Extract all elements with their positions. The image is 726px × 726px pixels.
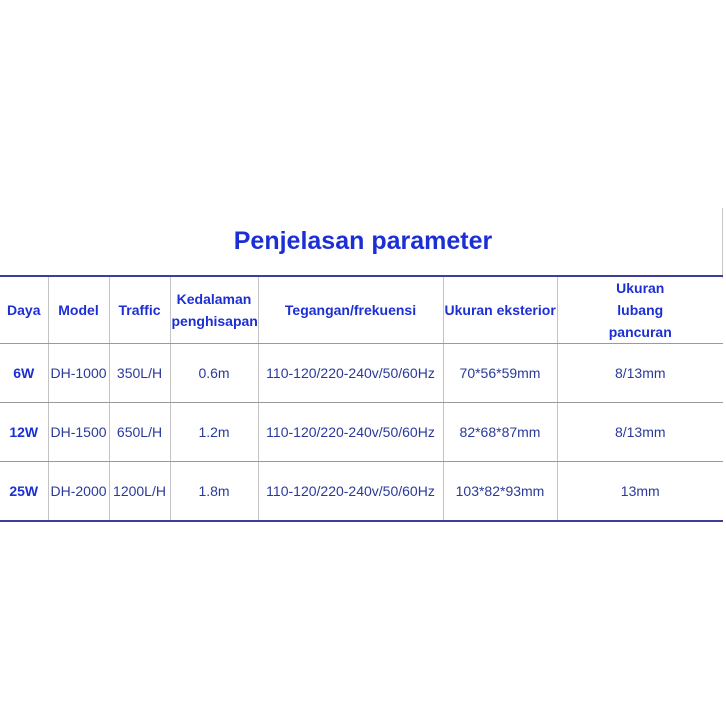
edge-divider — [722, 208, 723, 278]
cell-daya: 12W — [0, 403, 48, 462]
cell-model: DH-1500 — [48, 403, 109, 462]
header-kedalaman: Kedalaman penghisapan — [170, 276, 258, 344]
cell-tegangan: 110-120/220-240v/50/60Hz — [258, 344, 443, 403]
header-traffic: Traffic — [109, 276, 170, 344]
cell-traffic: 1200L/H — [109, 462, 170, 522]
header-model: Model — [48, 276, 109, 344]
header-daya: Daya — [0, 276, 48, 344]
cell-ukuran-lubang: 8/13mm — [557, 403, 723, 462]
parameter-table — [0, 275, 723, 522]
cell-model: DH-2000 — [48, 462, 109, 522]
cell-daya: 6W — [0, 344, 48, 403]
header-tegangan: Tegangan/frekuensi — [258, 276, 443, 344]
cell-ukuran-lubang: 13mm — [557, 462, 723, 522]
cell-ukuran-eksterior: 82*68*87mm — [443, 403, 557, 462]
cell-tegangan: 110-120/220-240v/50/60Hz — [258, 403, 443, 462]
cell-ukuran-eksterior: 70*56*59mm — [443, 344, 557, 403]
cell-traffic: 650L/H — [109, 403, 170, 462]
table-row — [0, 462, 723, 522]
header-ukuran-eksterior: Ukuran eksterior — [443, 276, 557, 344]
cell-kedalaman: 1.8m — [170, 462, 258, 522]
cell-daya: 25W — [0, 462, 48, 522]
cell-model: DH-1000 — [48, 344, 109, 403]
cell-traffic: 350L/H — [109, 344, 170, 403]
header-ukuran-lubang: Ukuran lubang pancuran — [557, 276, 723, 344]
cell-kedalaman: 0.6m — [170, 344, 258, 403]
table-header-row — [0, 276, 723, 344]
table-row — [0, 344, 723, 403]
table-row — [0, 403, 723, 462]
cell-kedalaman: 1.2m — [170, 403, 258, 462]
page-title: Penjelasan parameter — [233, 227, 493, 255]
cell-tegangan: 110-120/220-240v/50/60Hz — [258, 462, 443, 522]
cell-ukuran-eksterior: 103*82*93mm — [443, 462, 557, 522]
cell-ukuran-lubang: 8/13mm — [557, 344, 723, 403]
